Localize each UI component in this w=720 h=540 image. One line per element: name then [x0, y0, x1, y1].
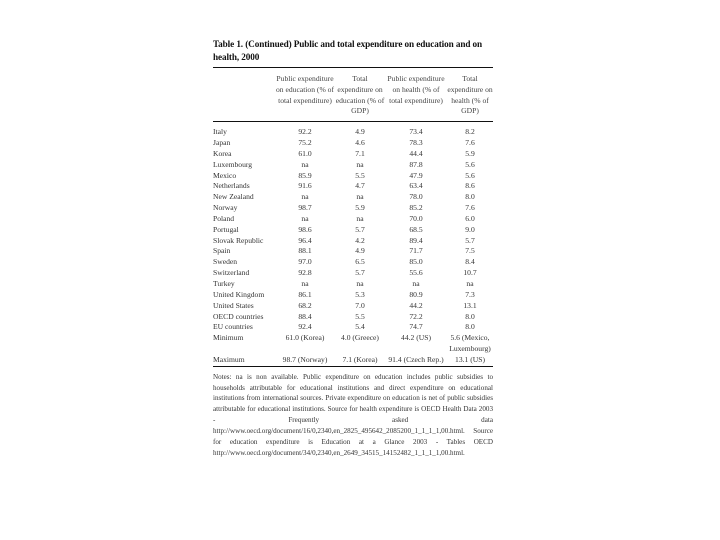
table-cell: 61.0 (Korea): [285, 333, 325, 343]
table-cell: 78.0: [409, 192, 423, 202]
table-cell: 4.6: [355, 138, 365, 148]
row-label: New Zealand: [213, 192, 254, 202]
table-cell: 9.0: [465, 224, 475, 234]
table-cell: 10.7: [463, 268, 477, 278]
table-row: [213, 301, 493, 312]
table-cell: na: [356, 213, 364, 223]
table-cell: 5.4: [355, 322, 365, 332]
table-cell: 73.4: [409, 127, 423, 137]
table-cell: 68.5: [409, 224, 423, 234]
table-cell: 5.3: [355, 289, 365, 299]
table-cell: 75.2: [298, 138, 312, 148]
table-row: [213, 203, 493, 214]
table-cell: 85.0: [409, 257, 423, 267]
table-cell: 7.6: [465, 138, 475, 148]
table-cell: 8.6: [465, 181, 475, 191]
row-label: EU countries: [213, 322, 253, 332]
row-label: OECD countries: [213, 311, 264, 321]
table-cell: 13.1 (US): [455, 354, 485, 364]
table-title: Table 1. (Continued) Public and total expenditure on education and on health, 2000: [213, 39, 483, 62]
row-label: Japan: [213, 138, 231, 148]
table-cell: 4.2: [355, 235, 365, 245]
column-header-total-health: Total expenditure on health (% of GDP): [447, 74, 493, 116]
table-cell: 78.3: [409, 138, 423, 148]
table-cell: na: [356, 192, 364, 202]
table-cell: 61.0: [298, 148, 312, 158]
table-cell: 91.4 (Czech Rep.): [388, 354, 444, 364]
table-cell: 44.4: [409, 148, 423, 158]
table-cell: 7.0: [355, 300, 365, 310]
table-cell: 4.0 (Greece): [341, 333, 379, 343]
table-row: [213, 171, 493, 182]
table-cell: na: [412, 279, 420, 289]
table-cell: 6.0: [465, 213, 475, 223]
row-label: Korea: [213, 148, 232, 158]
table-cell: na: [301, 192, 309, 202]
table-cell: 5.6: [465, 159, 475, 169]
row-label: Poland: [213, 213, 235, 223]
table-cell: 80.9: [409, 289, 423, 299]
table-row: [213, 322, 493, 333]
table-cell: na: [356, 279, 364, 289]
table-row: [213, 192, 493, 203]
column-header-public-health: Public expenditure on health (% of total expenditure): [387, 74, 445, 105]
table-row: [213, 122, 493, 138]
table-row: [213, 290, 493, 301]
table-cell: 7.1: [355, 148, 365, 158]
table-cell: 74.7: [409, 322, 423, 332]
table-cell: 5.5: [355, 311, 365, 321]
column-header-total-education: Total expenditure on education (% of GDP): [335, 74, 385, 116]
table-cell: 5.7: [355, 224, 365, 234]
table-cell: na: [301, 159, 309, 169]
table-cell: 8.4: [465, 257, 475, 267]
table-cell: 8.0: [465, 311, 475, 321]
row-label: Norway: [213, 203, 238, 213]
table-body: [213, 122, 493, 365]
table-row: [213, 355, 493, 366]
document-page: [213, 38, 493, 459]
table-cell: 85.2: [409, 203, 423, 213]
row-label: United Kingdom: [213, 289, 265, 299]
row-label: Slovak Republic: [213, 235, 264, 245]
table-cell: na: [301, 213, 309, 223]
table-row: [213, 225, 493, 236]
table-cell: 7.3: [465, 289, 475, 299]
table-cell: 72.2: [409, 311, 423, 321]
table-row: [213, 312, 493, 323]
table-row: [213, 160, 493, 171]
table-cell: na: [466, 279, 474, 289]
table-cell: 71.7: [409, 246, 423, 256]
table-cell: 88.4: [298, 311, 312, 321]
bottom-rule: [213, 366, 493, 367]
table-cell: 8.0: [465, 322, 475, 332]
table-cell: 7.5: [465, 246, 475, 256]
row-label: Switzerland: [213, 268, 250, 278]
table-cell: 92.2: [298, 127, 312, 137]
table-cell: 6.5: [355, 257, 365, 267]
table-row: [213, 138, 493, 149]
row-label: Spain: [213, 246, 231, 256]
table-cell: na: [301, 279, 309, 289]
table-row: [213, 214, 493, 225]
table-cell: 5.7: [465, 235, 475, 245]
table-cell: 96.4: [298, 235, 312, 245]
table-cell: 89.4: [409, 235, 423, 245]
table-cell: 44.2: [409, 300, 423, 310]
table-cell: 5.6 (Mexico, Luxembourg): [449, 333, 491, 354]
table-cell: 5.9: [465, 148, 475, 158]
row-label: Maximum: [213, 354, 245, 364]
table-cell: 5.5: [355, 170, 365, 180]
table-cell: 70.0: [409, 213, 423, 223]
table-cell: 5.6: [465, 170, 475, 180]
table-row: [213, 268, 493, 279]
row-label: United States: [213, 300, 254, 310]
table-row: [213, 257, 493, 268]
table-cell: 92.4: [298, 322, 312, 332]
table-cell: 55.6: [409, 268, 423, 278]
table-cell: 47.9: [409, 170, 423, 180]
table-cell: 7.1 (Korea): [342, 354, 378, 364]
row-label: Turkey: [213, 279, 235, 289]
table-cell: 7.6: [465, 203, 475, 213]
table-cell: 5.9: [355, 203, 365, 213]
table-row: [213, 333, 493, 355]
table-cell: na: [356, 159, 364, 169]
table-cell: 68.2: [298, 300, 312, 310]
table-cell: 85.9: [298, 170, 312, 180]
row-label: Minimum: [213, 333, 244, 343]
table-cell: 98.7 (Norway): [282, 354, 328, 364]
header-row: [213, 68, 493, 121]
table-cell: 87.8: [409, 159, 423, 169]
column-header-country: [213, 68, 275, 121]
table-row: [213, 149, 493, 160]
table-row: [213, 181, 493, 192]
table-notes: Notes: na is non available. Public expenditure on education includes public subsidies to households attributable for educational institutions and direct expenditure on educational institutions from international sources. Private expenditure on education is net of public subsidies attributable for educational institutions. Source for health expenditure is OECD Health Data 2003 - Frequently asked data http://www.oecd.org/document/16/0,2340,en_2825_495642_2085200_1_1_1_1,00.html. Source for education expenditure is Education at a Glance 2003 - Tables OECD http://www.oecd.org/document/34/0,2340,en_2649_34515_14152482_1_1_1_1,00.html.: [213, 372, 493, 457]
table-cell: 4.9: [355, 127, 365, 137]
expenditure-table: [213, 68, 493, 366]
table-cell: 91.6: [298, 181, 312, 191]
table-cell: 63.4: [409, 181, 423, 191]
row-label: Netherlands: [213, 181, 250, 191]
row-label: Mexico: [213, 170, 237, 180]
table-cell: 98.7: [298, 203, 312, 213]
table-cell: 8.0: [465, 192, 475, 202]
table-cell: 44.2 (US): [401, 333, 431, 343]
row-label: Italy: [213, 127, 227, 137]
table-cell: 92.8: [298, 268, 312, 278]
table-cell: 98.6: [298, 224, 312, 234]
table-cell: 13.1: [463, 300, 477, 310]
row-label: Sweden: [213, 257, 238, 267]
table-cell: 8.2: [465, 127, 475, 137]
row-label: Portugal: [213, 224, 239, 234]
table-cell: 4.7: [355, 181, 365, 191]
column-header-public-education: Public expenditure on education (% of total expenditure): [276, 74, 334, 105]
row-label: Luxembourg: [213, 159, 253, 169]
table-cell: 86.1: [298, 289, 312, 299]
table-cell: 88.1: [298, 246, 312, 256]
table-cell: 5.7: [355, 268, 365, 278]
table-row: [213, 236, 493, 247]
table-cell: 4.9: [355, 246, 365, 256]
table-row: [213, 279, 493, 290]
table-cell: 97.0: [298, 257, 312, 267]
table-row: [213, 246, 493, 257]
